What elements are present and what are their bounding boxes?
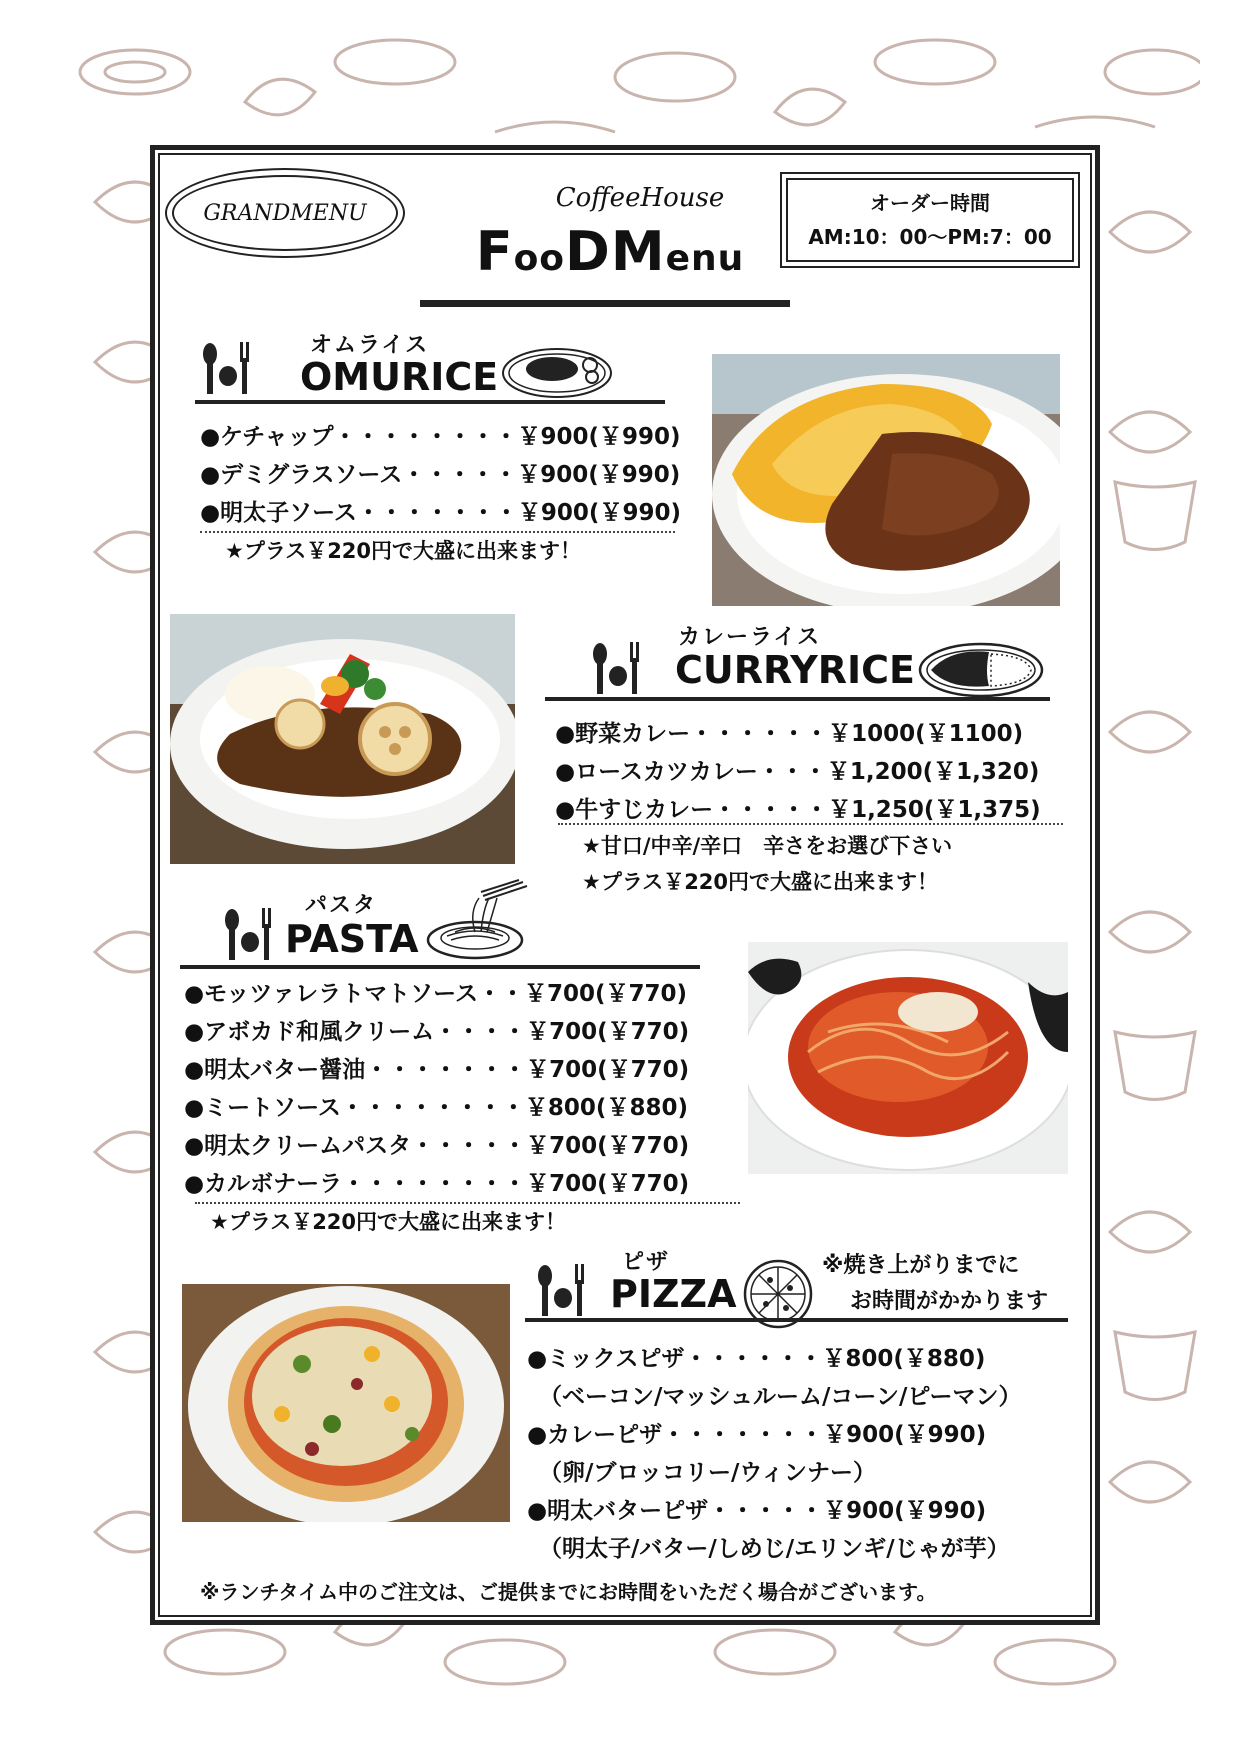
curry-note: ★甘口/中辛/辛口 辛さをお選び下さい	[582, 834, 953, 858]
pasta-rule	[180, 965, 700, 969]
coffeehouse-subtitle: CoffeeHouse	[555, 183, 725, 213]
fork-knife-icon	[535, 1262, 587, 1318]
menu-item-detail: （卵/ブロッコリー/ウィンナー）	[539, 1460, 876, 1486]
grandmenu-label: GRANDMENU	[172, 175, 398, 251]
pasta-note: ★プラス￥220円で大盛に出来ます！	[210, 1210, 567, 1234]
curry-notes	[582, 828, 952, 900]
pasta-plate-icon	[425, 878, 535, 964]
pasta-title: PASTA	[285, 917, 419, 961]
curry-note: ★プラス￥220円で大盛に出来ます！	[582, 870, 939, 894]
menu-item: ●デミグラスソース・・・・・￥900(￥990)	[200, 462, 681, 488]
menu-item: ●カレーピザ・・・・・・・￥900(￥990)	[527, 1422, 987, 1448]
pizza-side-note-line: ※焼き上がりまでに	[822, 1253, 1020, 1278]
title-part: F	[475, 220, 514, 283]
pasta-menu-list	[184, 975, 689, 1203]
title-part: enu	[665, 238, 745, 279]
page-title	[440, 220, 780, 283]
curry-rule	[545, 697, 1050, 701]
curry-photo	[170, 614, 515, 864]
menu-item: ●牛すじカレー・・・・・￥1,250(￥1,375)	[555, 797, 1041, 823]
curry-kana: カレーライス	[678, 625, 822, 650]
pizza-side-note	[822, 1248, 1048, 1320]
pizza-side-note-line: お時間がかかります	[850, 1289, 1049, 1314]
curry-menu-list	[555, 715, 1041, 829]
omurice-note: ★プラス￥220円で大盛に出来ます！	[225, 539, 582, 563]
curry-dotted-rule	[558, 823, 1063, 825]
pizza-kana: ピザ	[622, 1250, 671, 1275]
curry-title: CURRYRICE	[675, 648, 915, 692]
pasta-photo	[748, 942, 1068, 1174]
pizza-rule	[525, 1318, 1068, 1322]
menu-item: ●ミックスピザ・・・・・・￥800(￥880)	[527, 1346, 986, 1372]
fork-knife-icon	[590, 640, 642, 696]
order-time-box	[780, 172, 1080, 268]
fork-knife-icon	[200, 340, 252, 396]
grandmenu-badge	[165, 168, 405, 258]
title-part: DM	[565, 220, 666, 283]
title-underline	[420, 300, 790, 307]
menu-item: ●明太バター醤油・・・・・・・￥700(￥770)	[184, 1057, 690, 1083]
menu-item: ●明太バターピザ・・・・・￥900(￥990)	[527, 1498, 987, 1524]
menu-item: ●ミートソース・・・・・・・・￥800(￥880)	[184, 1095, 688, 1121]
menu-item: ●アボカド和風クリーム・・・・￥700(￥770)	[184, 1019, 690, 1045]
order-time-hours: AM:10：00～PM:7：00	[808, 225, 1052, 249]
pizza-photo	[182, 1284, 510, 1522]
footer-note: ※ランチタイム中のご注文は、ご提供までにお時間をいただく場合がございます。	[200, 1580, 937, 1604]
pasta-kana: パスタ	[305, 893, 378, 918]
menu-item: ●カルボナーラ・・・・・・・・￥700(￥770)	[184, 1171, 690, 1197]
pizza-title: PIZZA	[610, 1272, 737, 1316]
menu-item: ●ロースカツカレー・・・￥1,200(￥1,320)	[555, 759, 1040, 785]
menu-item: ●モッツァレラトマトソース・・￥700(￥770)	[184, 981, 688, 1007]
menu-item-detail: （明太子/バター/しめじ/エリンギ/じゃが芋）	[539, 1536, 1010, 1562]
omurice-menu-list	[200, 418, 681, 532]
omurice-photo	[712, 354, 1060, 606]
omurice-title: OMURICE	[300, 355, 499, 399]
pizza-menu-list	[527, 1340, 1021, 1568]
menu-item: ●明太クリームパスタ・・・・・￥700(￥770)	[184, 1133, 690, 1159]
order-time-title: オーダー時間	[870, 191, 990, 215]
fork-knife-icon	[222, 906, 274, 962]
menu-item: ●明太子ソース・・・・・・・￥900(￥990)	[200, 500, 681, 526]
title-part: oo	[513, 238, 566, 279]
omurice-plate-icon	[500, 343, 615, 401]
curry-plate-icon	[917, 640, 1045, 700]
omurice-kana: オムライス	[310, 333, 430, 358]
menu-item: ●野菜カレー・・・・・・￥1000(￥1100)	[555, 721, 1024, 747]
menu-item: ●ケチャップ・・・・・・・・￥900(￥990)	[200, 424, 681, 450]
omurice-rule	[195, 400, 665, 404]
menu-item-detail: （ベーコン/マッシュルーム/コーン/ピーマン）	[539, 1384, 1022, 1410]
